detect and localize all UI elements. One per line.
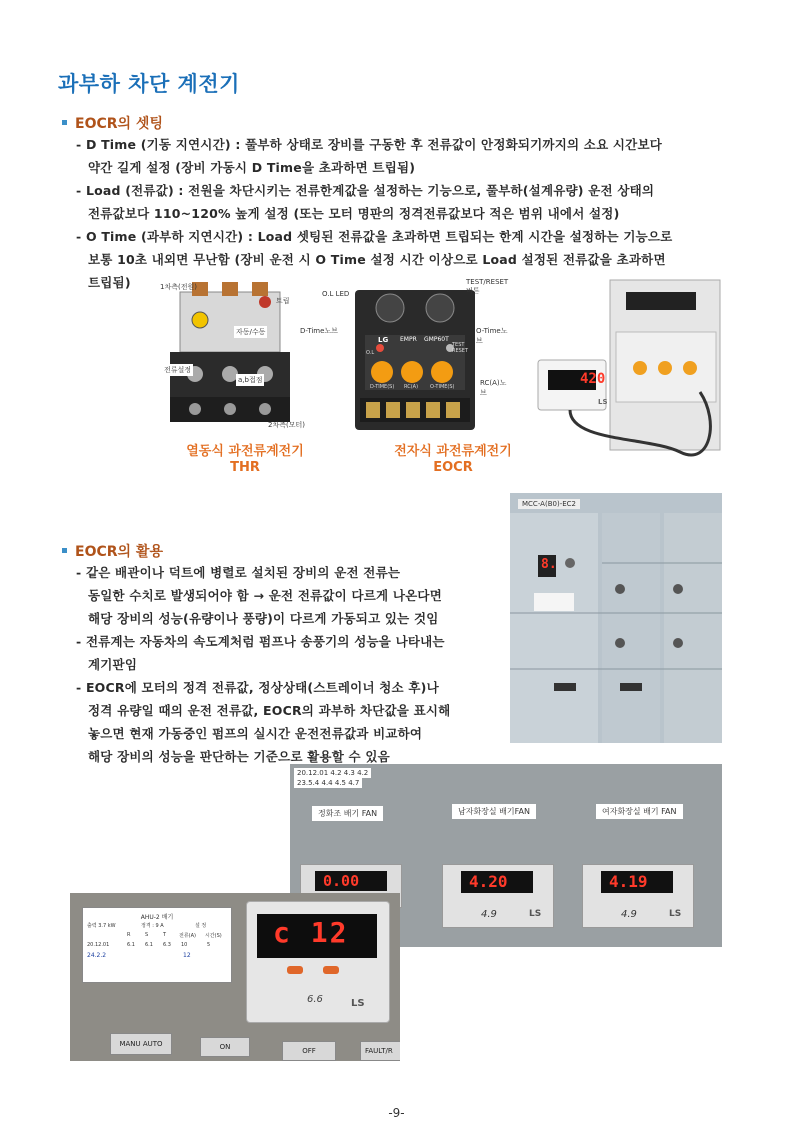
text-line: 해당 장비의 성능을 판단하는 기준으로 활용할 수 있음 [88, 749, 390, 764]
thr-label-secondary: 2차측(모터) [268, 421, 305, 429]
ahu-row-time: 5 [207, 942, 211, 948]
ahu-table [82, 907, 232, 983]
text-line: 정격 유량일 때의 운전 전류값, EOCR의 과부하 차단값을 표시해 [88, 703, 451, 718]
ahu-display: c 12 [273, 916, 349, 949]
mcc-display: 8. [541, 557, 557, 572]
text-line: - 같은 배관이나 덕트에 병렬로 설치된 장비의 운전 전류는 [76, 565, 401, 580]
ahu-sub-current: 전류(A) [179, 933, 196, 939]
text-line: - EOCR에 모터의 정격 전류값, 정상상태(스트레이너 청소 후)나 [76, 680, 439, 695]
ahu-row-t: 6.3 [163, 942, 171, 948]
fan-display-3: 4.19 [609, 872, 648, 891]
ahu-brand: LS [351, 998, 365, 1009]
fan-brand-3: LS [669, 909, 682, 919]
text-line: 보통 10초 내외면 무난함 (장비 운전 시 O Time 설정 시간 이상으로 Load 설정된 전류값을 초과하면 [88, 252, 666, 267]
thr-illustration [150, 282, 310, 432]
ahu-row-r: 6.1 [127, 942, 135, 948]
text-line: - Load (전류값) : 전원을 차단시키는 전류한계값을 설정하는 기능으로, 풀부하(설계유량) 운전 상태의 [76, 183, 655, 198]
digital-eocr-photo [530, 272, 735, 472]
ahu-handwritten-value: 6.6 [307, 994, 323, 1005]
usage-paragraph [76, 561, 450, 768]
ahu-fault-button: FAULT/R [360, 1041, 400, 1061]
text-line: 트립됨) [88, 275, 131, 290]
fan-handwritten-1: 4.9 [481, 909, 497, 920]
thr-caption-line2: THR [230, 460, 260, 475]
ahu-eocr-device [246, 901, 390, 1023]
digital-display-value: 420 [580, 371, 606, 387]
eocr-caption-line2: EOCR [433, 460, 473, 475]
eocr-caption-line1: 전자식 과전류계전기 [394, 444, 512, 459]
bullet-icon [62, 120, 67, 125]
section-heading-text: EOCR의 활용 [75, 544, 163, 560]
fan-handwritten-2: 4.9 [621, 909, 637, 920]
mcc-panel-photo [510, 493, 722, 743]
ahu-row-s: 6.1 [145, 942, 153, 948]
text-line: - D Time (기동 지연시간) : 풀부하 상태로 장비를 구동한 후 전류값이 안정화되기까지의 소요 시간보다 [76, 137, 663, 152]
ahu-sub-time: 시간(S) [205, 933, 222, 939]
ahu-row-current: 10 [181, 942, 188, 948]
ahu-handwritten-current: 12 [183, 952, 191, 959]
ahu-button-right [323, 966, 339, 974]
ahu-table-h2: 정격 : 9 A [141, 923, 164, 929]
text-line: 전류값보다 110~120% 높게 설정 (또는 모터 명판의 정격전류값보다 적은 범위 내에서 설정) [88, 206, 620, 221]
fan-table-row-1: 20.12.01 4.2 4.3 4.2 [294, 768, 371, 778]
text-line: - 전류계는 자동차의 속도계처럼 펌프나 송풍기의 성능을 나타내는 [76, 634, 445, 649]
eocr-test-label: TEST RESET [452, 342, 469, 354]
text-line: 놓으면 현재 가동중인 펌프의 실시간 운전전류값과 비교하여 [88, 726, 423, 741]
ahu-table-title: AHU-2 배기 [140, 914, 174, 921]
fan-brand-2: LS [529, 909, 542, 919]
eocr-label-test-reset: TEST/RESET 버튼 [466, 278, 509, 295]
ahu-sub-r: R [127, 932, 131, 938]
thr-label-contact: a,b접점 [238, 376, 263, 384]
ahu-eocr-photo [70, 893, 400, 1061]
eocr-knob-dtime-label: D-TIME(S) [370, 384, 395, 390]
ahu-sub-s: S [145, 932, 149, 938]
thr-label-primary: 1차측(전원) [160, 283, 197, 291]
fan-label-2: 남자화장실 배기FAN [452, 804, 536, 819]
ahu-off-button: OFF [282, 1041, 336, 1061]
fan-label-3: 여자화장실 배기 FAN [596, 804, 683, 819]
mcc-panel-label: MCC-A(B0)-EC2 [518, 499, 580, 509]
thr-label-current: 전류설정 [164, 366, 192, 374]
thr-caption-line1: 열동식 과전류계전기 [186, 444, 304, 459]
eocr-ol-label: O.L [366, 350, 375, 356]
fan-label-1: 정화조 배기 FAN [312, 806, 383, 821]
bullet-icon [62, 548, 67, 553]
settings-paragraph [76, 133, 672, 294]
eocr-caption [378, 444, 528, 476]
text-line: 약간 길게 설정 (장비 가동시 D Time을 초과하면 트립됨) [88, 160, 416, 175]
eocr-label-ol-led: O.L LED [322, 290, 350, 298]
eocr-brand: LG [378, 336, 389, 344]
text-line: 계기판임 [88, 657, 138, 672]
thr-label-trip: 트립 [276, 297, 290, 305]
ahu-on-button: ON [200, 1037, 250, 1057]
eocr-model-1: EMPR [400, 336, 417, 343]
ahu-handwritten-date: 24.2.2 [87, 952, 107, 959]
text-line: 해당 장비의 성능(유량이나 풍량)이 다르게 가동되고 있는 것임 [88, 611, 439, 626]
ahu-sub-t: T [163, 932, 167, 938]
page-number: -9- [388, 1106, 405, 1120]
ahu-table-h1: 출력 3.7 kW [87, 923, 116, 929]
fan-eocr-2 [442, 864, 554, 928]
section-heading-settings [62, 113, 163, 133]
eocr-label-o-time: O-Time노브 [476, 327, 508, 345]
thr-label-auto-manual: 자동/수동 [236, 328, 266, 336]
fan-display-2: 4.20 [469, 872, 508, 891]
eocr-label-d-time: D-Time노브 [300, 327, 338, 335]
eocr-illustration [300, 280, 510, 440]
digital-brand: LS [598, 398, 608, 406]
ahu-manu-auto-button: MANU AUTO [110, 1033, 172, 1055]
ahu-button-left [287, 966, 303, 974]
fan-eocr-3 [582, 864, 694, 928]
thr-caption [180, 444, 310, 476]
section-heading-text: EOCR의 셋팅 [75, 116, 163, 132]
text-line: - O Time (과부하 지연시간) : Load 셋팅된 전류값을 초과하면 트립되는 한계 시간을 설정하는 기능으로 [76, 229, 673, 244]
eocr-knob-rc-label: RC(A) [404, 384, 419, 390]
ahu-table-h3: 설 정 [195, 923, 207, 929]
eocr-model-2: GMP60T [424, 336, 449, 343]
eocr-knob-otime-label: O-TIME(S) [430, 384, 455, 390]
fan-display-1: 0.00 [323, 872, 360, 890]
eocr-label-rc: RC(A)노브 [480, 379, 507, 397]
page-title: 과부하 차단 계전기 [58, 72, 240, 96]
text-line: 동일한 수치로 발생되어야 함 → 운전 전류값이 다르게 나온다면 [88, 588, 442, 603]
section-heading-usage [62, 541, 163, 561]
fan-table-row-2: 23.5.4 4.4 4.5 4.7 [294, 778, 362, 788]
ahu-row-date: 20.12.01 [87, 942, 110, 948]
